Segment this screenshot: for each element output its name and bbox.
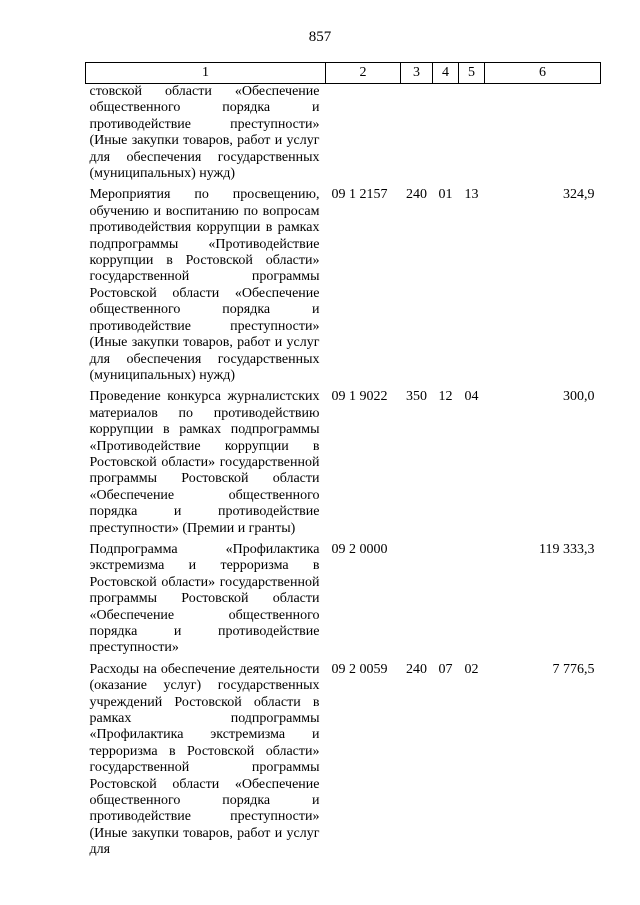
page-number: 857 <box>308 29 332 45</box>
row-description: Проведение конкурса журналистских материалов по противодействию коррупции в рамках подпрограммы «Противодействие коррупции в Ростовской области» государственной программы Ростовской области «Обеспечение общественного порядка и противодействие преступности» (Премии и гранты) <box>89 389 320 536</box>
header-col-1: 1 <box>86 63 326 84</box>
table-header-row <box>86 63 601 84</box>
row-code: 09 2 0059 <box>331 661 388 677</box>
table-row <box>86 542 601 662</box>
table-row <box>86 389 601 542</box>
row-col-4: 01 <box>438 187 453 203</box>
header-col-4: 4 <box>433 63 459 84</box>
row-description: Подпрограмма «Профилактика экстремизма и терроризма в Ростовской области» государственной программы Ростовской области «Обеспечение общественного порядка и противодействие преступности» <box>89 541 320 656</box>
row-amount: 300,0 <box>563 389 595 405</box>
row-amount: 7 776,5 <box>552 661 595 677</box>
row-col-5: 04 <box>464 389 479 405</box>
table-row <box>86 84 601 188</box>
row-col-3 <box>401 542 433 662</box>
header-col-5: 5 <box>459 63 485 84</box>
row-description: Расходы на обеспечение деятельности (оказание услуг) государственных учреждений Ростовской области в рамках подпрограммы «Профилактика экстремизма и терроризма в Ростовской области» государственной программы Ростовской области «Обеспечение общественного порядка и противодействие преступности» (Иные закупки товаров, работ и услуг для <box>89 661 320 858</box>
table-row <box>86 662 601 864</box>
row-description: Мероприятия по просвещению, обучению и воспитанию по вопросам противодействия коррупции в рамках подпрограммы «Противодействие коррупции в Ростовской области» государственной программы Ростовской области «Обеспечение общественного порядка и противодействие преступности» (Иные закупки товаров, работ и услуг для обеспечения государственных (муниципальных) нужд) <box>89 187 320 383</box>
row-col-4 <box>433 542 459 662</box>
row-description: стовской области «Обеспечение общественного порядка и противодействие преступности» (Иные закупки товаров, работ и услуг для обеспечения государственных (муниципальных) нужд) <box>89 84 320 182</box>
header-col-3: 3 <box>401 63 433 84</box>
row-col-5 <box>459 542 485 662</box>
row-col-5: 02 <box>464 661 479 677</box>
row-col-5 <box>459 84 485 188</box>
budget-table <box>85 62 601 864</box>
header-col-2: 2 <box>326 63 401 84</box>
table-row <box>86 187 601 389</box>
row-col-4: 07 <box>438 661 453 677</box>
row-code: 09 1 9022 <box>331 389 388 405</box>
header-col-6: 6 <box>485 63 601 84</box>
row-col-3 <box>401 84 433 188</box>
row-col-5: 13 <box>464 187 479 203</box>
row-code: 09 1 2157 <box>331 187 388 203</box>
row-amount <box>485 84 601 188</box>
row-col-4 <box>433 84 459 188</box>
row-col-4: 12 <box>438 389 453 405</box>
row-code <box>326 84 401 188</box>
row-col-3: 350 <box>406 389 427 405</box>
row-amount: 119 333,3 <box>539 541 595 557</box>
row-amount: 324,9 <box>563 187 595 203</box>
row-col-3: 240 <box>406 187 427 203</box>
row-col-3: 240 <box>406 661 427 677</box>
row-code: 09 2 0000 <box>331 541 388 557</box>
